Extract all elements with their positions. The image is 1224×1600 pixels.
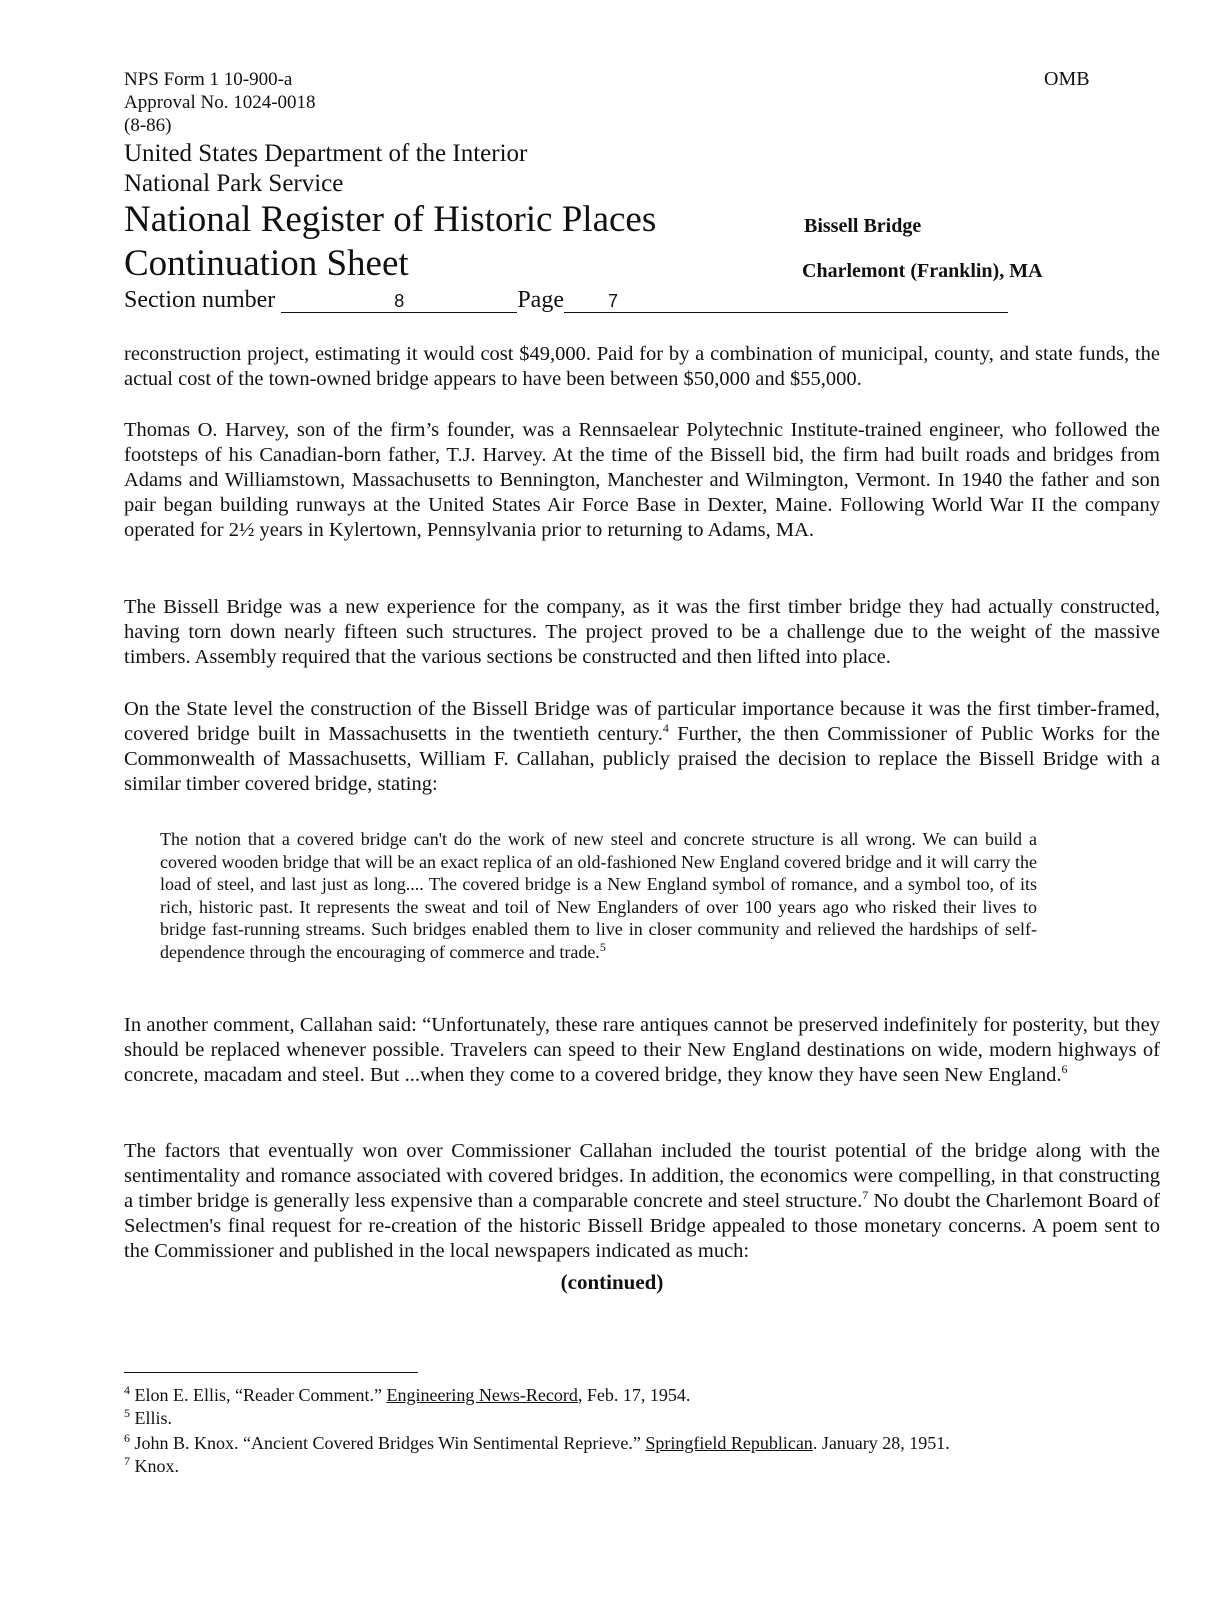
footnote-6: [124, 1432, 950, 1454]
paragraph-6-text-b: No doubt the Charlemont Board of Selectmen's final request for re-creation of the historic Bissell Bridge appealed to those monetary concerns. A poem sent to the Commissioner and published in the local newspapers indicated as much:: [124, 1190, 1160, 1262]
agency-department: United States Department of the Interior: [124, 140, 528, 167]
form-number: NPS Form 1 10-900-a: [124, 69, 293, 90]
footnote-ref-6: 6: [1061, 1062, 1068, 1077]
paragraph-4-text-b: Further, the then Commissioner of Public Works for the Commonwealth of Massachusetts, William F. Callahan, publicly praised the decision to replace the Bissell Bridge with a similar timber covered bridge, stating:: [124, 723, 1160, 795]
footnote-source: Engineering News-Record: [386, 1385, 578, 1405]
section-label: Section number: [124, 287, 276, 313]
page-number: 7: [564, 291, 1008, 313]
section-row: [124, 287, 1008, 314]
paragraph-1: reconstruction project, estimating it would cost $49,000. Paid for by a combination of municipal, county, and state funds, the actual cost of the town-owned bridge appears to have been between $50,000 and $55,000.: [124, 343, 1160, 390]
footnote-text: Ellis.: [134, 1408, 173, 1428]
footnote-source: Springfield Republican: [645, 1433, 813, 1453]
footnote-divider: [124, 1372, 418, 1373]
page-subtitle: Continuation Sheet: [124, 243, 409, 284]
paragraph-3: The Bissell Bridge was a new experience for the company, as it was the first timber bridge they had actually constructed, having torn down nearly fifteen such structures. The project proved to be a challenge due to the weight of the massive timbers. Assembly required that the various sections be constructed and then lifted into place.: [124, 596, 1160, 668]
footnote-number: 6: [124, 1431, 130, 1445]
footnote-ref-4: 4: [662, 721, 669, 736]
paragraph-5-text: In another comment, Callahan said: “Unfortunately, these rare antiques cannot be preserved indefinitely for posterity, but they should be replaced whenever possible. Travelers can speed to their New England destinations on wide, modern highways of concrete, macadam and steel. But ...when they come to a covered bridge, they know they have seen New England.: [124, 1014, 1160, 1086]
footnote-5: [124, 1407, 172, 1429]
paragraph-4: [124, 697, 1160, 797]
footnote-7: [124, 1455, 179, 1477]
page-title: National Register of Historic Places: [124, 199, 657, 240]
footnote-text: Knox.: [134, 1456, 179, 1476]
footnote-ref-5: 5: [599, 939, 606, 954]
paragraph-2: Thomas O. Harvey, son of the firm’s founder, was a Rennsaelear Polytechnic Institute-trained engineer, who followed the footsteps of his Canadian-born father, T.J. Harvey. At the time of the Bissell bid, the firm had built roads and bridges from Adams and Williamstown, Massachusetts to Bennington, Manchester and Wilmington, Vermont. In 1940 the father and son pair began building runways at the United States Air Force Base in Dexter, Maine. Following World War II the company operated for 2½ years in Kylertown, Pennsylvania prior to returning to Adams, MA.: [124, 419, 1160, 541]
paragraph-6: [124, 1139, 1160, 1264]
footnote-text: Elon E. Ellis, “Reader Comment.”: [134, 1385, 387, 1405]
footnote-number: 7: [124, 1454, 130, 1468]
page-label: Page: [517, 287, 564, 313]
property-name: Bissell Bridge: [804, 215, 922, 237]
section-number: 8: [281, 291, 517, 313]
paragraph-4-text-a: On the State level the construction of the Bissell Bridge was of particular importance because it was the first timber-framed, covered bridge built in Massachusetts in the twentieth century.: [124, 698, 1160, 745]
block-quote-text: The notion that a covered bridge can't do the work of new steel and concrete structure is all wrong. We can build a covered wooden bridge that will be an exact replica of an old-fashioned New England covered bridge and it will carry the load of steel, and last just as long.... The covered bridge is a New England symbol of romance, and a symbol too, of its rich, historic past. It represents the sweat and toil of New Englanders of over 100 years ago who risked their lives to bridge fast-running streams. Such bridges enabled them to live in closer community and relieved the hardships of self-dependence through the encouraging of commerce and trade.: [160, 829, 1037, 962]
paragraph-5: [124, 1013, 1160, 1088]
footnote-number: 5: [124, 1406, 130, 1420]
footnote-number: 4: [124, 1383, 130, 1397]
agency-service: National Park Service: [124, 170, 344, 197]
footnote-text-end: . January 28, 1951.: [812, 1433, 950, 1453]
continued-label: (continued): [560, 1270, 664, 1294]
property-location: Charlemont (Franklin), MA: [802, 260, 1043, 282]
footnote-ref-7: 7: [862, 1188, 869, 1203]
block-quote: [160, 828, 1037, 964]
form-date: (8-86): [124, 115, 172, 136]
footnote-text: John B. Knox. “Ancient Covered Bridges Win Sentimental Reprieve.”: [134, 1433, 646, 1453]
approval-number: Approval No. 1024-0018: [124, 92, 316, 113]
footnote-text-end: , Feb. 17, 1954.: [577, 1385, 691, 1405]
paragraph-6-text-a: The factors that eventually won over Commissioner Callahan included the tourist potential of the bridge along with the sentimentality and romance associated with covered bridges. In addition, the economics were compelling, in that constructing a timber bridge is generally less expensive than a comparable concrete and steel structure.: [124, 1140, 1160, 1212]
footnote-4: [124, 1384, 690, 1406]
omb-label: OMB: [1044, 68, 1090, 90]
